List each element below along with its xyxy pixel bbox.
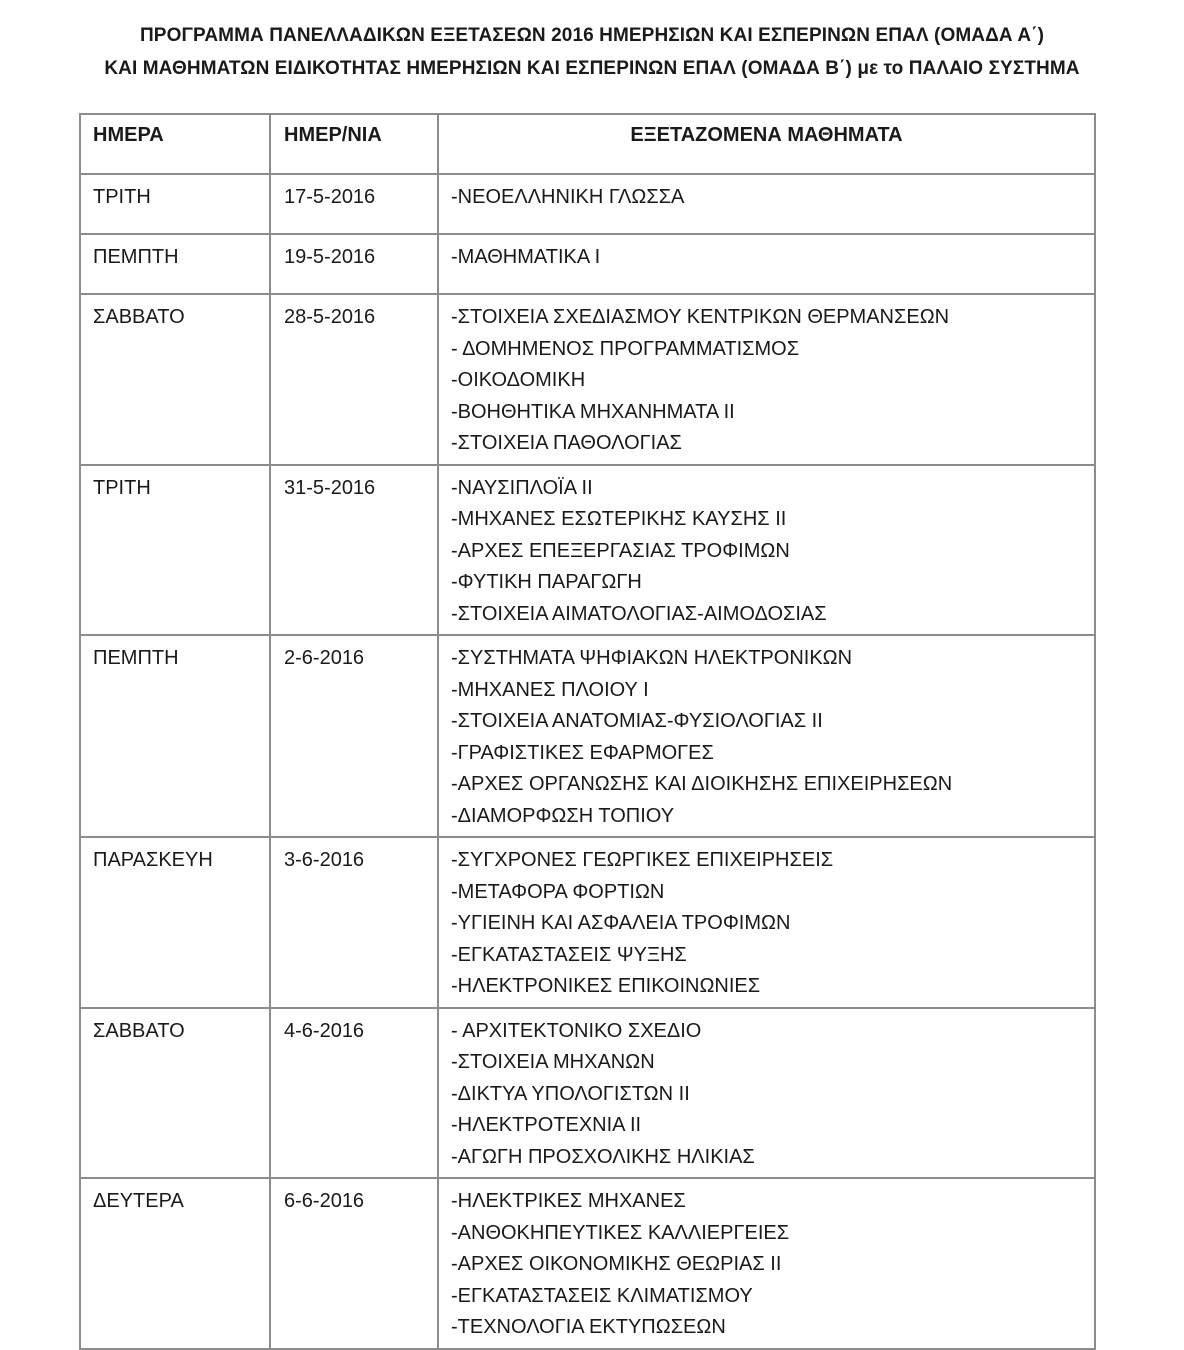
header-date: ΗΜΕΡ/ΝΙΑ — [270, 114, 438, 174]
subject-item: -ΥΓΙΕΙΝΗ ΚΑΙ ΑΣΦΑΛΕΙΑ ΤΡΟΦΙΜΩΝ — [451, 912, 791, 934]
subject-item: -ΜΗΧΑΝΕΣ ΠΛΟΙΟΥ Ι — [451, 678, 649, 701]
subject-item: -ΔΙΚΤΥΑ ΥΠΟΛΟΓΙΣΤΩΝ ΙΙ — [451, 1082, 690, 1105]
subject-item: -ΣΥΣΤΗΜΑΤΑ ΨΗΦΙΑΚΩΝ ΗΛΕΚΤΡΟΝΙΚΩΝ — [451, 647, 853, 669]
subject-item: -ΟΙΚΟΔΟΜΙΚΗ — [451, 369, 586, 391]
subject-item: - ΑΡΧΙΤΕΚΤΟΝΙΚΟ ΣΧΕΔΙΟ — [451, 1019, 702, 1042]
subject-item: -ΗΛΕΚΤΡΟΤΕΧΝΙΑ ΙΙ — [451, 1114, 642, 1136]
subject-item: -ΑΡΧΕΣ ΟΙΚΟΝΟΜΙΚΗΣ ΘΕΩΡΙΑΣ ΙΙ — [451, 1253, 782, 1275]
subject-item: -ΗΛΕΚΤΡΟΝΙΚΕΣ ΕΠΙΚΟΙΝΩΝΙΕΣ — [451, 975, 761, 997]
subject-item: -ΣΥΓΧΡΟΝΕΣ ΓΕΩΡΓΙΚΕΣ ΕΠΙΧΕΙΡΗΣΕΙΣ — [451, 849, 834, 871]
cell-date: 31-5-2016 — [270, 465, 438, 636]
table-row — [80, 635, 1095, 837]
cell-date: 3-6-2016 — [270, 837, 438, 1008]
subject-item: -ΔΙΑΜΟΡΦΩΣΗ ΤΟΠΙΟΥ — [451, 804, 675, 827]
document-title-line-2: ΚΑΙ ΜΑΘΗΜΑΤΩΝ ΕΙΔΙΚΟΤΗΤΑΣ ΗΜΕΡΗΣΙΩΝ ΚΑΙ ΕΣΠΕΡΙΝΩΝ ΕΠΑΛ (ΟΜΑΔΑ Β΄) με το ΠΑΛΑΙΟ ΣΥΣΤΗΜΑ — [104, 58, 1080, 79]
subject-item: -ΕΓΚΑΤΑΣΤΑΣΕΙΣ ΨΥΞΗΣ — [451, 943, 687, 966]
cell-subjects — [438, 1008, 1095, 1179]
subject-item: -ΣΤΟΙΧΕΙΑ ΑΝΑΤΟΜΙΑΣ-ΦΥΣΙΟΛΟΓΙΑΣ ΙΙ — [451, 710, 823, 732]
subject-item: -ΝΑΥΣΙΠΛΟΪΑ ΙΙ — [451, 476, 593, 499]
subject-item: -ΜΑΘΗΜΑΤΙΚΑ Ι — [451, 246, 601, 268]
cell-date: 17-5-2016 — [270, 174, 438, 234]
document-title-line-1: ΠΡΟΓΡΑΜΜΑ ΠΑΝΕΛΛΑΔΙΚΩΝ ΕΞΕΤΑΣΕΩΝ 2016 ΗΜΕΡΗΣΙΩΝ ΚΑΙ ΕΣΠΕΡΙΝΩΝ ΕΠΑΛ (ΟΜΑΔΑ Α΄) — [139, 25, 1045, 46]
subject-item: - ΔΟΜΗΜΕΝΟΣ ΠΡΟΓΡΑΜΜΑΤΙΣΜΟΣ — [451, 337, 800, 360]
cell-day: ΔΕΥΤΕΡΑ — [80, 1178, 270, 1349]
table-row — [80, 1008, 1095, 1179]
subject-item: -ΓΡΑΦΙΣΤΙΚΕΣ ΕΦΑΡΜΟΓΕΣ — [451, 741, 714, 764]
table-row — [80, 294, 1095, 465]
subject-item: -ΜΗΧΑΝΕΣ ΕΣΩΤΕΡΙΚΗΣ ΚΑΥΣΗΣ ΙΙ — [451, 508, 787, 530]
cell-date: 28-5-2016 — [270, 294, 438, 465]
table-row — [80, 465, 1095, 636]
cell-date: 19-5-2016 — [270, 234, 438, 294]
table-row — [80, 1178, 1095, 1349]
subject-item: -ΣΤΟΙΧΕΙΑ ΣΧΕΔΙΑΣΜΟΥ ΚΕΝΤΡΙΚΩΝ ΘΕΡΜΑΝΣΕΩΝ — [451, 306, 950, 328]
cell-subjects — [438, 465, 1095, 636]
cell-day: ΤΡΙΤΗ — [80, 174, 270, 234]
cell-day: ΠΑΡΑΣΚΕΥΗ — [80, 837, 270, 1008]
subject-item: -ΕΓΚΑΤΑΣΤΑΣΕΙΣ ΚΛΙΜΑΤΙΣΜΟΥ — [451, 1284, 753, 1307]
table-row — [80, 234, 1095, 294]
cell-subjects — [438, 837, 1095, 1008]
exam-schedule-table — [79, 113, 1096, 1350]
subject-item: -ΑΡΧΕΣ ΕΠΕΞΕΡΓΑΣΙΑΣ ΤΡΟΦΙΜΩΝ — [451, 539, 790, 562]
subject-item: -ΑΓΩΓΗ ΠΡΟΣΧΟΛΙΚΗΣ ΗΛΙΚΙΑΣ — [451, 1145, 755, 1168]
subject-item: -ΝΕΟΕΛΛΗΝΙΚΗ ΓΛΩΣΣΑ — [451, 186, 685, 208]
table-row — [80, 174, 1095, 234]
cell-date: 2-6-2016 — [270, 635, 438, 837]
subject-item: -ΣΤΟΙΧΕΙΑ ΑΙΜΑΤΟΛΟΓΙΑΣ-ΑΙΜΟΔΟΣΙΑΣ — [451, 602, 827, 625]
subject-item: -ΒΟΗΘΗΤΙΚΑ ΜΗΧΑΝΗΜΑΤΑ ΙΙ — [451, 400, 735, 423]
subject-item: -ΤΕΧΝΟΛΟΓΙΑ ΕΚΤΥΠΩΣΕΩΝ — [451, 1316, 726, 1338]
table-header-row — [80, 114, 1095, 174]
cell-date: 4-6-2016 — [270, 1008, 438, 1179]
table-row — [80, 837, 1095, 1008]
subject-item: -ΣΤΟΙΧΕΙΑ ΜΗΧΑΝΩΝ — [451, 1051, 655, 1073]
header-day: ΗΜΕΡΑ — [80, 114, 270, 174]
cell-day: ΣΑΒΒΑΤΟ — [80, 294, 270, 465]
cell-day: ΤΡΙΤΗ — [80, 465, 270, 636]
cell-subjects — [438, 1178, 1095, 1349]
subject-item: -ΦΥΤΙΚΗ ΠΑΡΑΓΩΓΗ — [451, 571, 642, 593]
cell-day: ΠΕΜΠΤΗ — [80, 234, 270, 294]
subject-item: -ΑΝΘΟΚΗΠΕΥΤΙΚΕΣ ΚΑΛΛΙΕΡΓΕΙΕΣ — [451, 1221, 790, 1244]
cell-day: ΣΑΒΒΑΤΟ — [80, 1008, 270, 1179]
subject-item: -ΑΡΧΕΣ ΟΡΓΑΝΩΣΗΣ ΚΑΙ ΔΙΟΙΚΗΣΗΣ ΕΠΙΧΕΙΡΗΣΕΩΝ — [451, 773, 953, 795]
cell-subjects — [438, 635, 1095, 837]
cell-date: 6-6-2016 — [270, 1178, 438, 1349]
subject-item: -ΜΕΤΑΦΟΡΑ ΦΟΡΤΙΩΝ — [451, 880, 665, 903]
cell-day: ΠΕΜΠΤΗ — [80, 635, 270, 837]
subject-item: -ΗΛΕΚΤΡΙΚΕΣ ΜΗΧΑΝΕΣ — [451, 1190, 686, 1212]
cell-subjects — [438, 174, 1095, 234]
table-body — [80, 174, 1095, 1349]
subject-item: -ΣΤΟΙΧΕΙΑ ΠΑΘΟΛΟΓΙΑΣ — [451, 432, 682, 454]
cell-subjects — [438, 234, 1095, 294]
header-subjects: ΕΞΕΤΑΖΟΜΕΝΑ ΜΑΘΗΜΑΤΑ — [438, 114, 1095, 174]
cell-subjects — [438, 294, 1095, 465]
